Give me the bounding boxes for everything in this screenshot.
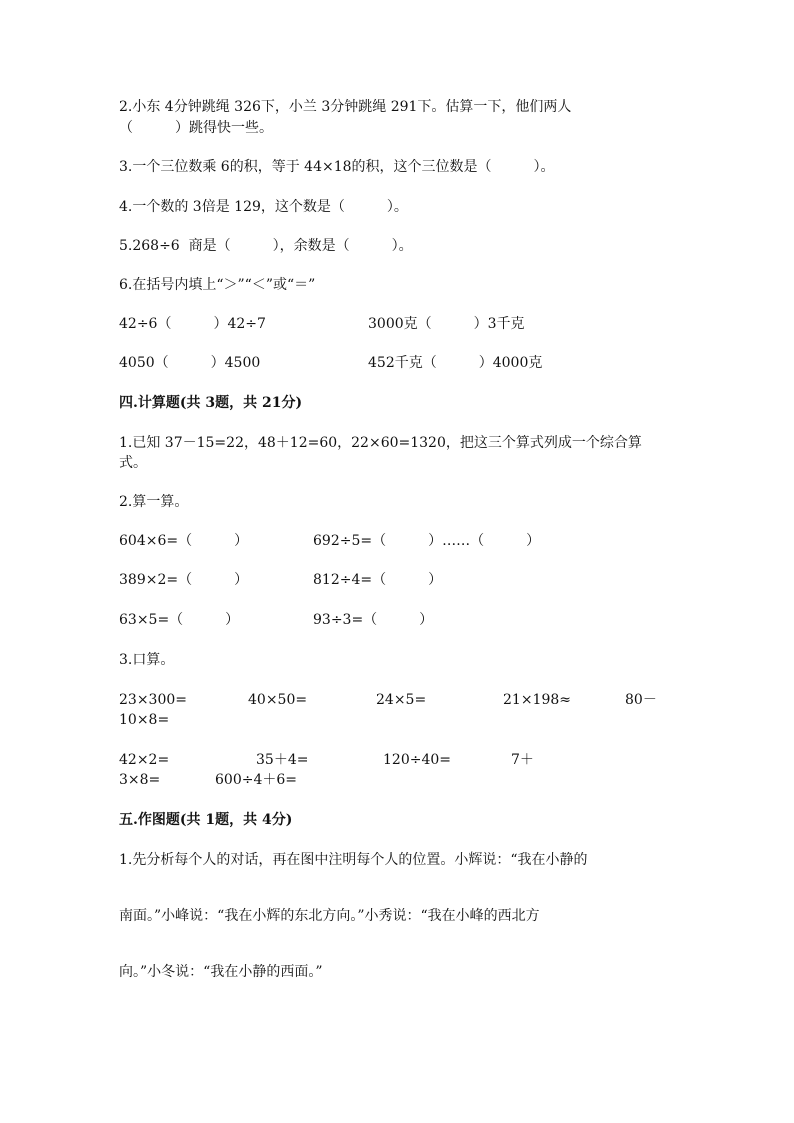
calc-item: 812÷4=（ ）: [313, 572, 443, 588]
question-2-text-line2: （ ）跳得快一些。: [119, 120, 273, 136]
compare-row2-right: 452千克（ ）4000克: [368, 355, 543, 371]
compare-row1-right: 3000克（ ）3千克: [368, 316, 525, 332]
section4-q1-line1: 1.已知 37－15=22，48＋12=60，22×60=1320，把这三个算式列成一个综合算: [119, 435, 642, 451]
mental-item: 35＋4=: [256, 752, 309, 768]
question-3-text: 3.一个三位数乘 6的积，等于 44×18的积，这个三位数是（ ）。: [119, 159, 555, 175]
question-4-text: 4.一个数的 3倍是 129，这个数是（ ）。: [119, 199, 408, 215]
compare-row2-left: 4050（ ）4500: [119, 355, 261, 371]
mental-item: 3×8=: [119, 772, 161, 788]
mental-item: 7＋: [511, 752, 534, 768]
mental-item: 120÷40=: [383, 752, 451, 768]
calc-item: 692÷5=（ ）……（ ）: [313, 533, 541, 549]
section-5-heading: 五.作图题(共 1题，共 4分): [119, 812, 293, 828]
calc-item: 63×5=（ ）: [119, 612, 240, 628]
section4-q3-text: 3.口算。: [119, 652, 175, 668]
mental-item: 24×5=: [376, 692, 427, 708]
compare-row1-left: 42÷6（ ）42÷7: [119, 316, 266, 332]
mental-item: 10×8=: [119, 712, 170, 728]
question-2-text-line1: 2.小东 4分钟跳绳 326下，小兰 3分钟跳绳 291下。估算一下，他们两人: [119, 99, 572, 115]
section5-q1-line2: 南面。”小峰说：“我在小辉的东北方向。”小秀说：“我在小峰的西北方: [119, 908, 540, 924]
mental-item: 23×300=: [119, 692, 187, 708]
mental-item: 21×198≈: [503, 692, 571, 708]
section4-q1-line2: 式。: [119, 455, 147, 471]
section4-q2-text: 2.算一算。: [119, 494, 189, 510]
section-4-heading: 四.计算题(共 3题，共 21分): [119, 395, 303, 411]
calc-item: 604×6=（ ）: [119, 533, 249, 549]
mental-item: 80－: [625, 692, 657, 708]
question-5-text: 5.268÷6 商是（ ），余数是（ ）。: [119, 238, 413, 254]
section5-q1-line1: 1.先分析每个人的对话，再在图中注明每个人的位置。小辉说：“我在小静的: [119, 852, 588, 868]
calc-item: 93÷3=（ ）: [313, 612, 434, 628]
mental-item: 600÷4＋6=: [215, 772, 297, 788]
question-6-text: 6.在括号内填上“＞”“＜”或“＝”: [119, 277, 316, 293]
calc-item: 389×2=（ ）: [119, 572, 249, 588]
section5-q1-line3: 向。”小冬说：“我在小静的西面。”: [119, 964, 323, 980]
mental-item: 40×50=: [248, 692, 308, 708]
mental-item: 42×2=: [119, 752, 170, 768]
